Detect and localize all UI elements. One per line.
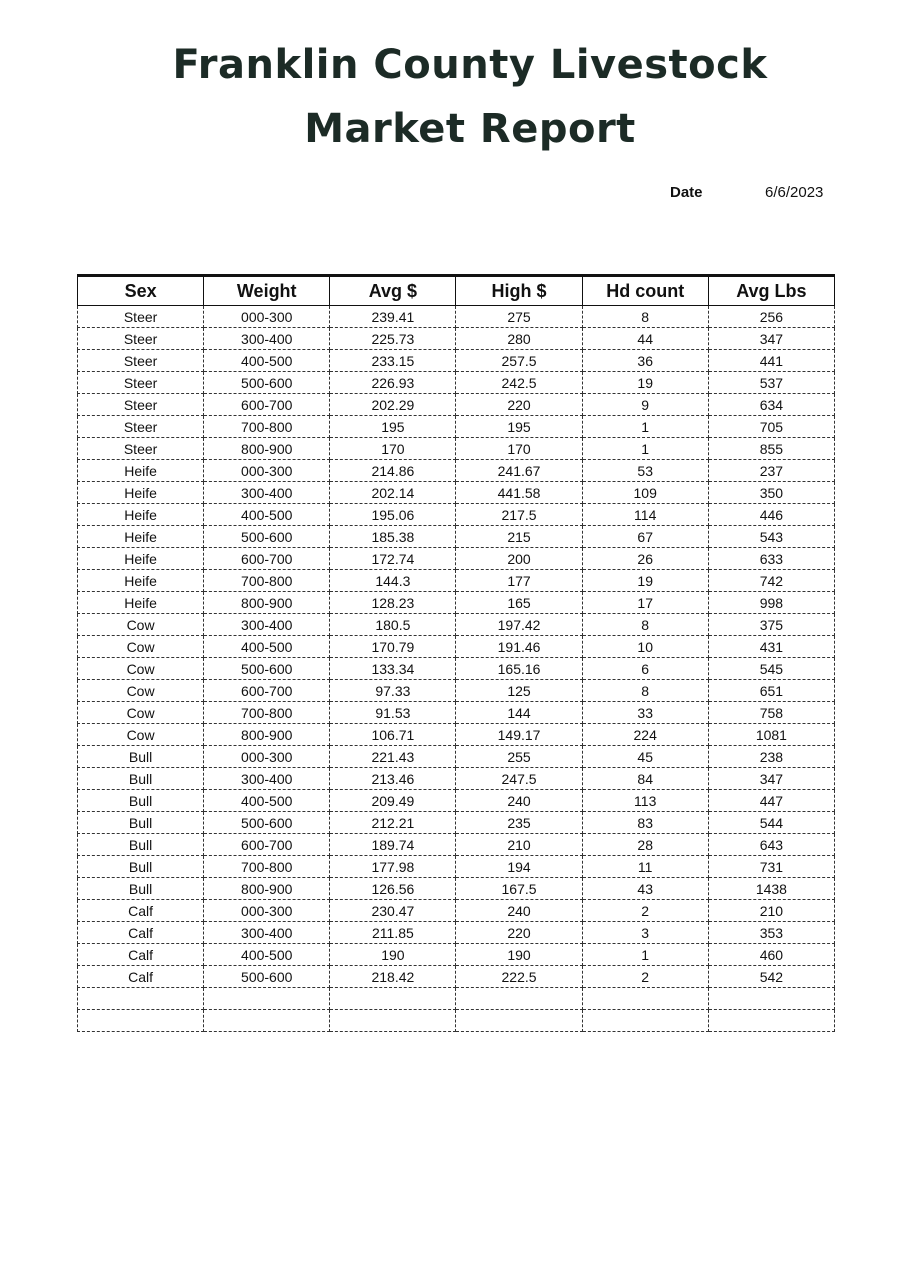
sex-cell [78, 988, 204, 1010]
table-row [78, 768, 835, 790]
table-row [78, 306, 835, 328]
head-count-cell: 2 [582, 966, 708, 988]
sex-cell: Cow [78, 636, 204, 658]
sex-cell: Bull [78, 746, 204, 768]
avg-lbs-cell: 431 [708, 636, 834, 658]
weight-cell: 500-600 [204, 812, 330, 834]
avg-lbs-cell: 347 [708, 328, 834, 350]
high-price-cell: 280 [456, 328, 582, 350]
avg-lbs-cell: 446 [708, 504, 834, 526]
sex-cell: Bull [78, 768, 204, 790]
sex-cell: Cow [78, 724, 204, 746]
high-price-cell: 165.16 [456, 658, 582, 680]
avg-price-cell: 233.15 [330, 350, 456, 372]
table-row [78, 592, 835, 614]
avg-lbs-cell: 237 [708, 460, 834, 482]
head-count-cell: 109 [582, 482, 708, 504]
high-price-cell [456, 1010, 582, 1032]
table-row [78, 372, 835, 394]
sex-cell: Heife [78, 482, 204, 504]
avg-lbs-cell: 643 [708, 834, 834, 856]
avg-price-cell: 212.21 [330, 812, 456, 834]
avg-price-cell: 226.93 [330, 372, 456, 394]
head-count-cell: 67 [582, 526, 708, 548]
head-count-cell: 19 [582, 570, 708, 592]
high-price-cell: 275 [456, 306, 582, 328]
avg-price-cell: 202.29 [330, 394, 456, 416]
avg-price-cell [330, 1010, 456, 1032]
avg-lbs-cell: 855 [708, 438, 834, 460]
avg-price-cell: 195.06 [330, 504, 456, 526]
avg-price-cell: 190 [330, 944, 456, 966]
sex-cell: Cow [78, 680, 204, 702]
avg-lbs-cell: 441 [708, 350, 834, 372]
table-row [78, 614, 835, 636]
head-count-cell: 1 [582, 944, 708, 966]
weight-cell: 600-700 [204, 834, 330, 856]
sex-cell: Bull [78, 856, 204, 878]
table-row [78, 570, 835, 592]
avg-lbs-cell: 634 [708, 394, 834, 416]
sex-cell: Bull [78, 878, 204, 900]
avg-lbs-cell: 633 [708, 548, 834, 570]
avg-price-cell: 180.5 [330, 614, 456, 636]
table-row [78, 724, 835, 746]
table-row [78, 988, 835, 1010]
sex-cell: Calf [78, 922, 204, 944]
avg-price-cell: 91.53 [330, 702, 456, 724]
avg-price-cell: 170.79 [330, 636, 456, 658]
high-price-header: High $ [456, 276, 582, 306]
table-row [78, 504, 835, 526]
avg-lbs-cell [708, 988, 834, 1010]
avg-lbs-cell: 742 [708, 570, 834, 592]
high-price-cell: 210 [456, 834, 582, 856]
high-price-cell: 240 [456, 900, 582, 922]
head-count-cell: 8 [582, 614, 708, 636]
avg-price-cell: 195 [330, 416, 456, 438]
high-price-cell: 257.5 [456, 350, 582, 372]
weight-cell: 600-700 [204, 394, 330, 416]
avg-price-cell: 239.41 [330, 306, 456, 328]
sex-cell: Cow [78, 702, 204, 724]
weight-cell: 600-700 [204, 548, 330, 570]
avg-lbs-cell: 543 [708, 526, 834, 548]
avg-price-cell: 133.34 [330, 658, 456, 680]
sex-cell: Heife [78, 570, 204, 592]
weight-cell: 300-400 [204, 482, 330, 504]
weight-cell: 000-300 [204, 746, 330, 768]
avg-lbs-cell: 537 [708, 372, 834, 394]
table-body [78, 306, 835, 1032]
weight-cell: 300-400 [204, 768, 330, 790]
high-price-cell: 441.58 [456, 482, 582, 504]
avg-lbs-cell: 375 [708, 614, 834, 636]
head-count-cell: 17 [582, 592, 708, 614]
avg-lbs-cell: 238 [708, 746, 834, 768]
high-price-cell: 190 [456, 944, 582, 966]
sex-cell: Calf [78, 900, 204, 922]
avg-price-cell: 218.42 [330, 966, 456, 988]
sex-cell: Steer [78, 438, 204, 460]
sex-cell: Steer [78, 394, 204, 416]
avg-lbs-cell: 353 [708, 922, 834, 944]
head-count-cell: 6 [582, 658, 708, 680]
avg-price-cell: 170 [330, 438, 456, 460]
high-price-cell: 255 [456, 746, 582, 768]
sex-cell [78, 1010, 204, 1032]
avg-lbs-cell: 545 [708, 658, 834, 680]
table-row [78, 416, 835, 438]
high-price-cell: 125 [456, 680, 582, 702]
weight-cell: 500-600 [204, 966, 330, 988]
weight-cell [204, 1010, 330, 1032]
avg-lbs-cell: 256 [708, 306, 834, 328]
high-price-cell: 197.42 [456, 614, 582, 636]
high-price-cell: 177 [456, 570, 582, 592]
sex-cell: Cow [78, 614, 204, 636]
weight-cell: 400-500 [204, 944, 330, 966]
avg-lbs-cell: 350 [708, 482, 834, 504]
table-row [78, 680, 835, 702]
head-count-cell: 11 [582, 856, 708, 878]
weight-cell: 000-300 [204, 900, 330, 922]
head-count-cell: 33 [582, 702, 708, 724]
avg-price-cell: 126.56 [330, 878, 456, 900]
high-price-cell: 235 [456, 812, 582, 834]
sex-cell: Steer [78, 372, 204, 394]
head-count-cell: 10 [582, 636, 708, 658]
high-price-cell: 191.46 [456, 636, 582, 658]
table-row [78, 878, 835, 900]
head-count-cell: 44 [582, 328, 708, 350]
head-count-cell: 1 [582, 416, 708, 438]
sex-cell: Heife [78, 592, 204, 614]
high-price-cell [456, 988, 582, 1010]
avg-price-cell: 172.74 [330, 548, 456, 570]
head-count-cell: 36 [582, 350, 708, 372]
avg-price-cell: 214.86 [330, 460, 456, 482]
avg-lbs-cell: 210 [708, 900, 834, 922]
avg-lbs-cell: 998 [708, 592, 834, 614]
sex-cell: Steer [78, 306, 204, 328]
avg-lbs-cell: 347 [708, 768, 834, 790]
avg-lbs-cell: 1081 [708, 724, 834, 746]
high-price-cell: 170 [456, 438, 582, 460]
head-count-cell: 1 [582, 438, 708, 460]
weight-cell: 400-500 [204, 790, 330, 812]
high-price-cell: 167.5 [456, 878, 582, 900]
table-row [78, 548, 835, 570]
avg-price-cell: 230.47 [330, 900, 456, 922]
sex-cell: Bull [78, 834, 204, 856]
high-price-cell: 200 [456, 548, 582, 570]
table-row [78, 702, 835, 724]
weight-cell: 800-900 [204, 878, 330, 900]
head-count-cell: 2 [582, 900, 708, 922]
avg-lbs-cell: 1438 [708, 878, 834, 900]
table-row [78, 460, 835, 482]
weight-cell: 600-700 [204, 680, 330, 702]
table-row [78, 790, 835, 812]
head-count-header: Hd count [582, 276, 708, 306]
weight-cell: 400-500 [204, 504, 330, 526]
sex-cell: Steer [78, 328, 204, 350]
head-count-cell: 28 [582, 834, 708, 856]
avg-price-cell: 202.14 [330, 482, 456, 504]
head-count-cell: 26 [582, 548, 708, 570]
weight-header: Weight [204, 276, 330, 306]
high-price-cell: 217.5 [456, 504, 582, 526]
table-row [78, 746, 835, 768]
avg-price-cell: 177.98 [330, 856, 456, 878]
table-row [78, 944, 835, 966]
avg-lbs-cell: 542 [708, 966, 834, 988]
sex-cell: Bull [78, 790, 204, 812]
head-count-cell: 84 [582, 768, 708, 790]
weight-cell: 300-400 [204, 328, 330, 350]
table-row [78, 526, 835, 548]
table-row [78, 482, 835, 504]
high-price-cell: 194 [456, 856, 582, 878]
table-row [78, 350, 835, 372]
high-price-cell: 165 [456, 592, 582, 614]
avg-lbs-cell: 705 [708, 416, 834, 438]
avg-price-cell: 209.49 [330, 790, 456, 812]
date-value: 6/6/2023 [765, 184, 824, 201]
avg-price-cell: 128.23 [330, 592, 456, 614]
table-row [78, 658, 835, 680]
head-count-cell [582, 988, 708, 1010]
table-row [78, 900, 835, 922]
table-row [78, 636, 835, 658]
sex-cell: Steer [78, 350, 204, 372]
weight-cell: 300-400 [204, 614, 330, 636]
report-title-line-1: Franklin County Livestock [172, 42, 768, 88]
table-row [78, 394, 835, 416]
high-price-cell: 241.67 [456, 460, 582, 482]
head-count-cell: 45 [582, 746, 708, 768]
head-count-cell: 43 [582, 878, 708, 900]
weight-cell: 800-900 [204, 724, 330, 746]
report-title-line-2: Market Report [304, 106, 636, 152]
avg-price-cell: 106.71 [330, 724, 456, 746]
table-row [78, 922, 835, 944]
high-price-cell: 240 [456, 790, 582, 812]
sex-cell: Heife [78, 548, 204, 570]
weight-cell: 000-300 [204, 460, 330, 482]
weight-cell: 700-800 [204, 856, 330, 878]
high-price-cell: 247.5 [456, 768, 582, 790]
sex-header: Sex [78, 276, 204, 306]
head-count-cell: 19 [582, 372, 708, 394]
high-price-cell: 149.17 [456, 724, 582, 746]
market-table [77, 274, 835, 1032]
weight-cell: 700-800 [204, 570, 330, 592]
sex-cell: Bull [78, 812, 204, 834]
head-count-cell: 113 [582, 790, 708, 812]
avg-price-cell: 189.74 [330, 834, 456, 856]
table-row [78, 438, 835, 460]
head-count-cell: 3 [582, 922, 708, 944]
sex-cell: Cow [78, 658, 204, 680]
weight-cell: 400-500 [204, 636, 330, 658]
head-count-cell: 114 [582, 504, 708, 526]
avg-price-cell: 213.46 [330, 768, 456, 790]
weight-cell: 800-900 [204, 438, 330, 460]
avg-lbs-header: Avg Lbs [708, 276, 834, 306]
table-row [78, 834, 835, 856]
weight-cell: 800-900 [204, 592, 330, 614]
avg-price-header: Avg $ [330, 276, 456, 306]
high-price-cell: 195 [456, 416, 582, 438]
head-count-cell: 53 [582, 460, 708, 482]
avg-lbs-cell: 460 [708, 944, 834, 966]
high-price-cell: 220 [456, 394, 582, 416]
sex-cell: Heife [78, 526, 204, 548]
sex-cell: Heife [78, 504, 204, 526]
weight-cell: 300-400 [204, 922, 330, 944]
head-count-cell [582, 1010, 708, 1032]
avg-price-cell: 185.38 [330, 526, 456, 548]
weight-cell: 700-800 [204, 702, 330, 724]
avg-price-cell: 144.3 [330, 570, 456, 592]
avg-lbs-cell: 651 [708, 680, 834, 702]
avg-lbs-cell: 731 [708, 856, 834, 878]
table-row [78, 328, 835, 350]
high-price-cell: 215 [456, 526, 582, 548]
table-header-row [78, 276, 835, 306]
sex-cell: Calf [78, 966, 204, 988]
table-row [78, 812, 835, 834]
avg-price-cell: 97.33 [330, 680, 456, 702]
head-count-cell: 8 [582, 306, 708, 328]
weight-cell: 700-800 [204, 416, 330, 438]
head-count-cell: 8 [582, 680, 708, 702]
sex-cell: Calf [78, 944, 204, 966]
avg-price-cell: 225.73 [330, 328, 456, 350]
high-price-cell: 220 [456, 922, 582, 944]
high-price-cell: 144 [456, 702, 582, 724]
sex-cell: Heife [78, 460, 204, 482]
avg-lbs-cell: 758 [708, 702, 834, 724]
table-row [78, 1010, 835, 1032]
high-price-cell: 222.5 [456, 966, 582, 988]
sex-cell: Steer [78, 416, 204, 438]
avg-lbs-cell: 447 [708, 790, 834, 812]
date-label: Date [670, 184, 703, 201]
weight-cell [204, 988, 330, 1010]
weight-cell: 500-600 [204, 658, 330, 680]
table-row [78, 856, 835, 878]
weight-cell: 000-300 [204, 306, 330, 328]
head-count-cell: 224 [582, 724, 708, 746]
avg-price-cell [330, 988, 456, 1010]
avg-price-cell: 221.43 [330, 746, 456, 768]
avg-lbs-cell: 544 [708, 812, 834, 834]
avg-lbs-cell [708, 1010, 834, 1032]
head-count-cell: 9 [582, 394, 708, 416]
weight-cell: 400-500 [204, 350, 330, 372]
weight-cell: 500-600 [204, 526, 330, 548]
head-count-cell: 83 [582, 812, 708, 834]
avg-price-cell: 211.85 [330, 922, 456, 944]
table-row [78, 966, 835, 988]
high-price-cell: 242.5 [456, 372, 582, 394]
weight-cell: 500-600 [204, 372, 330, 394]
